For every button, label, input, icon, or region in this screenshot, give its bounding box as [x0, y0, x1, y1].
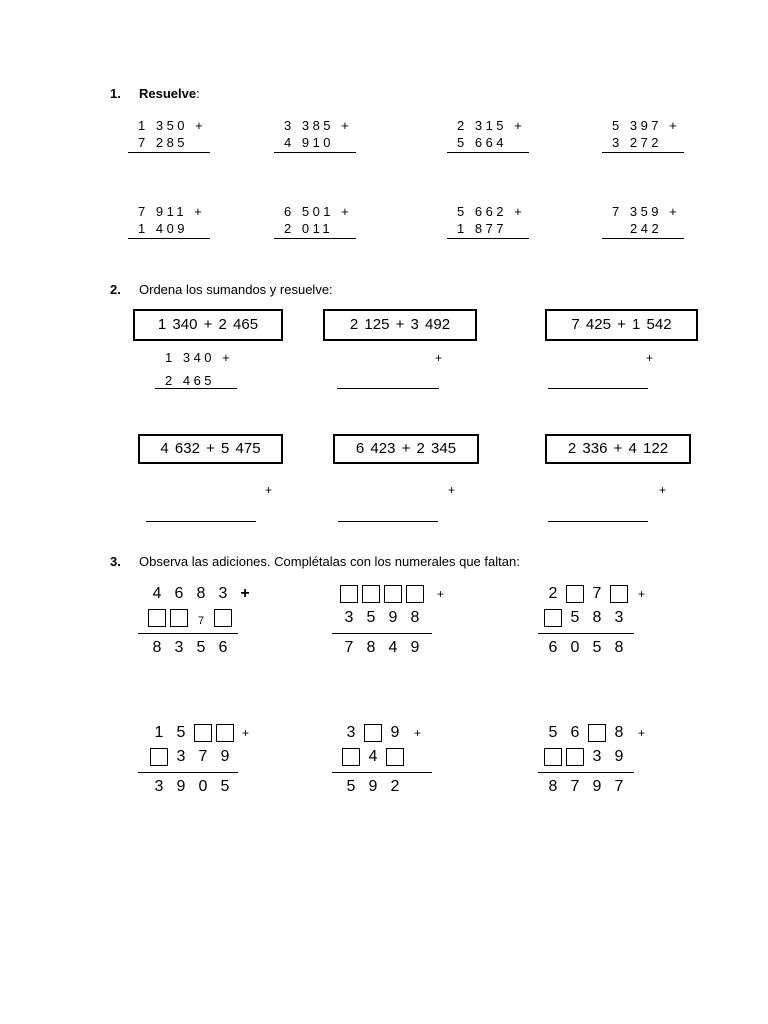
missing-digits-puzzle: [542, 585, 662, 660]
digit: 6: [174, 585, 184, 602]
section-title: Ordena los sumandos y resuelve:: [139, 282, 333, 297]
sum-line: [548, 521, 648, 522]
addend-top-row: [340, 724, 406, 742]
digit: 7: [592, 585, 602, 602]
sum-line: [274, 238, 356, 239]
missing-digits-puzzle: [338, 585, 458, 660]
addend-bottom: 1 877: [457, 221, 508, 236]
addend-top: 5 662 +: [457, 204, 526, 219]
plus-sign: +: [240, 585, 250, 602]
missing-digits-puzzle: [148, 724, 268, 799]
digit-input-box[interactable]: [170, 609, 188, 627]
sum-line: [338, 521, 438, 522]
addend-bottom: 2 465: [165, 373, 216, 388]
addend-bottom: 4 910: [284, 135, 335, 150]
digit: 3: [176, 748, 186, 765]
digit-input-box[interactable]: [364, 724, 382, 742]
digit: 8: [410, 609, 420, 626]
addend-top: 1 340 +: [165, 350, 234, 365]
digit: 7: [614, 778, 624, 795]
sum-line: [146, 521, 256, 522]
addend-bottom-row: [542, 748, 630, 766]
addend-top-row: [148, 724, 236, 742]
addend-top: 2 315 +: [457, 118, 526, 133]
addend-top: 1 350 +: [138, 118, 207, 133]
plus-sign: +: [659, 483, 667, 497]
digit: 9: [390, 724, 400, 741]
addends-box: 2 336 + 4 122: [545, 434, 691, 464]
section-number: 3.: [110, 554, 121, 569]
missing-digits-puzzle: [542, 724, 662, 799]
addends-box: 1 340 + 2 465: [133, 309, 283, 341]
digit: 4: [388, 639, 398, 656]
addend-bottom-row: [542, 609, 630, 627]
answer-space: [338, 482, 468, 524]
answer-space: [146, 482, 276, 524]
addend-bottom-row: [340, 748, 406, 766]
digit: 5: [196, 639, 206, 656]
digit: 8: [614, 724, 624, 741]
addition-2: [284, 118, 404, 158]
addend-top-row: [542, 585, 630, 603]
addend-bottom-row: [146, 609, 234, 627]
sum-line: [538, 772, 634, 773]
addend-top-row: [542, 724, 630, 742]
worked-example: [155, 350, 255, 390]
sum-line: [128, 238, 210, 239]
digit: 9: [176, 778, 186, 795]
section-number: 2.: [110, 282, 121, 297]
digit-input-box[interactable]: [544, 609, 562, 627]
addend-bottom-row: [148, 748, 236, 766]
digit: 3: [218, 585, 228, 602]
addend-top-row: [146, 585, 256, 603]
addends-box: 4 632 + 5 475: [138, 434, 283, 464]
result-row: [338, 639, 426, 657]
digit: 9: [592, 778, 602, 795]
digit: 8: [152, 639, 162, 656]
digit: 2: [548, 585, 558, 602]
sum-line: [128, 152, 210, 153]
digit: 2: [390, 778, 400, 795]
digit: 5: [346, 778, 356, 795]
addend-top: 7 359 +: [612, 204, 681, 219]
digit: 5: [592, 639, 602, 656]
digit: 6: [548, 639, 558, 656]
section-2-heading: [110, 282, 510, 298]
digit-input-box[interactable]: [588, 724, 606, 742]
sum-line: [274, 152, 356, 153]
digit: 6: [570, 724, 580, 741]
digit: 5: [548, 724, 558, 741]
addend-bottom: 242: [630, 221, 663, 236]
digit-input-box[interactable]: [544, 748, 562, 766]
addend-bottom: 3 272: [612, 135, 663, 150]
sum-line: [447, 238, 529, 239]
result-row: [542, 639, 630, 657]
digit: 7: [198, 748, 208, 765]
digit: 9: [220, 748, 230, 765]
sum-line: [138, 772, 238, 773]
missing-digits-puzzle: [340, 724, 450, 799]
missing-digits-puzzle: [146, 585, 266, 660]
digit-input-box[interactable]: [566, 748, 584, 766]
section-title: Resuelve: [139, 86, 197, 101]
digit: 9: [410, 639, 420, 656]
digit: 5: [176, 724, 186, 741]
digit: 1: [154, 724, 164, 741]
digit: 9: [614, 748, 624, 765]
plus-sign: +: [265, 483, 273, 497]
answer-space: [548, 482, 678, 524]
digit: 3: [154, 778, 164, 795]
digit-input-box[interactable]: [610, 585, 628, 603]
digit: 8: [196, 585, 206, 602]
digit: 4: [152, 585, 162, 602]
sum-line: [447, 152, 529, 153]
digit: 3: [592, 748, 602, 765]
sum-line: [548, 388, 648, 389]
digit-input-box[interactable]: [340, 585, 358, 603]
addend-top-row: [338, 585, 426, 603]
result-row: [148, 778, 236, 796]
result-row: [146, 639, 234, 657]
digit: 9: [368, 778, 378, 795]
addition-5: [138, 204, 258, 244]
answer-space: [548, 350, 658, 390]
sum-line: [602, 152, 684, 153]
plus-sign: +: [638, 587, 646, 601]
digit-input-box[interactable]: [150, 748, 168, 766]
digit: 8: [592, 609, 602, 626]
addends-box: 2 125 + 3 492: [323, 309, 477, 341]
addends-box: 6 423 + 2 345: [333, 434, 479, 464]
section-3-heading: [110, 554, 670, 570]
sum-line: [332, 633, 432, 634]
answer-space: [337, 350, 447, 390]
addition-7: [457, 204, 577, 244]
digit-input-box[interactable]: [566, 585, 584, 603]
addend-top: 6 501 +: [284, 204, 353, 219]
digit: 3: [344, 609, 354, 626]
plus-sign: +: [437, 587, 445, 601]
digit: 7: [344, 639, 354, 656]
digit: 7: [197, 615, 205, 627]
plus-sign: +: [646, 351, 654, 365]
plus-sign: +: [448, 483, 456, 497]
sum-line: [138, 633, 238, 634]
plus-sign: +: [638, 726, 646, 740]
digit-input-box[interactable]: [194, 724, 212, 742]
addition-6: [284, 204, 404, 244]
digit: 4: [368, 748, 378, 765]
addition-8: [612, 204, 732, 244]
plus-sign: +: [242, 726, 250, 740]
section-1-heading: [110, 86, 410, 102]
addition-3: [457, 118, 577, 158]
addend-bottom: 2 011: [284, 221, 334, 236]
plus-sign: +: [414, 726, 422, 740]
addends-box: 7 425 + 1 542: [545, 309, 698, 341]
digit-input-box[interactable]: [342, 748, 360, 766]
plus-sign: +: [435, 351, 443, 365]
digit-input-box[interactable]: [384, 585, 402, 603]
digit-input-box[interactable]: [406, 585, 424, 603]
digit: 3: [614, 609, 624, 626]
digit-input-box[interactable]: [148, 609, 166, 627]
sum-line: [602, 238, 684, 239]
digit: 8: [548, 778, 558, 795]
sum-line: [332, 772, 432, 773]
digit: 5: [220, 778, 230, 795]
digit: 7: [570, 778, 580, 795]
addend-bottom: 1 409: [138, 221, 189, 236]
addend-bottom: 5 664: [457, 135, 508, 150]
addition-4: [612, 118, 732, 158]
digit-input-box[interactable]: [216, 724, 234, 742]
digit: 5: [366, 609, 376, 626]
result-row: [340, 778, 406, 796]
result-row: [542, 778, 630, 796]
digit: 8: [614, 639, 624, 656]
digit: 8: [366, 639, 376, 656]
addend-bottom: 7 285: [138, 135, 189, 150]
digit-input-box[interactable]: [214, 609, 232, 627]
section-title: Observa las adiciones. Complétalas con los numerales que faltan:: [139, 554, 520, 569]
section-title-suffix: :: [196, 86, 200, 101]
sum-line: [538, 633, 634, 634]
digit: 0: [198, 778, 208, 795]
digit: 0: [570, 639, 580, 656]
digit: 3: [174, 639, 184, 656]
addend-top: 7 911 +: [138, 204, 206, 219]
section-number: 1.: [110, 86, 121, 101]
addend-bottom-row: [338, 609, 426, 627]
sum-line: [337, 388, 439, 389]
digit-input-box[interactable]: [362, 585, 380, 603]
digit: 6: [218, 639, 228, 656]
digit: 9: [388, 609, 398, 626]
addition-1: [138, 118, 258, 158]
addend-top: 3 385 +: [284, 118, 353, 133]
sum-line: [155, 388, 237, 389]
addend-top: 5 397 +: [612, 118, 681, 133]
digit: 3: [346, 724, 356, 741]
digit-input-box[interactable]: [386, 748, 404, 766]
digit: 5: [570, 609, 580, 626]
